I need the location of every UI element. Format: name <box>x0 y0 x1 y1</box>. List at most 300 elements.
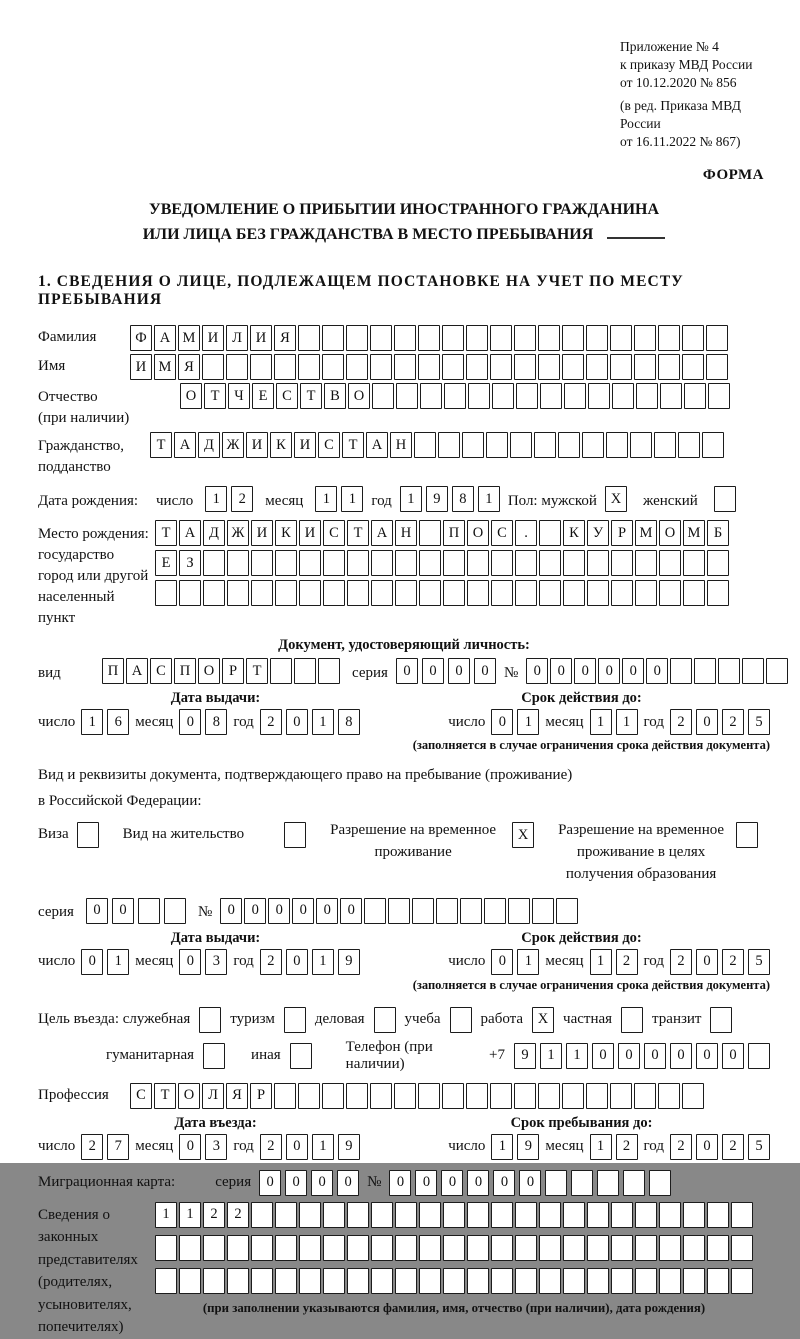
char-cell[interactable] <box>562 1083 584 1109</box>
char-cell[interactable] <box>202 354 224 380</box>
char-cell[interactable]: 1 <box>590 949 612 975</box>
char-cell[interactable]: А <box>174 432 196 458</box>
char-cell[interactable]: 0 <box>696 949 718 975</box>
char-cell[interactable] <box>706 325 728 351</box>
char-cell[interactable] <box>707 1202 729 1228</box>
char-cell[interactable]: 1 <box>517 709 539 735</box>
char-cell[interactable] <box>515 1268 537 1294</box>
char-cell[interactable] <box>654 432 676 458</box>
char-cell[interactable]: О <box>198 658 220 684</box>
char-cell[interactable] <box>515 550 537 576</box>
char-cell[interactable] <box>347 1235 369 1261</box>
char-cell[interactable] <box>203 580 225 606</box>
char-cell[interactable] <box>597 1170 619 1196</box>
char-cell[interactable]: 0 <box>286 709 308 735</box>
char-cell[interactable] <box>707 1268 729 1294</box>
char-cell[interactable] <box>490 1083 512 1109</box>
char-cell[interactable]: 2 <box>227 1202 249 1228</box>
char-cell[interactable] <box>298 325 320 351</box>
char-cell[interactable] <box>611 550 633 576</box>
char-cell[interactable] <box>538 325 560 351</box>
char-cell[interactable] <box>587 1235 609 1261</box>
char-cell[interactable]: Л <box>226 325 248 351</box>
char-cell[interactable]: К <box>563 520 585 546</box>
char-cell[interactable] <box>539 520 561 546</box>
char-cell[interactable] <box>347 1268 369 1294</box>
char-cell[interactable] <box>395 580 417 606</box>
char-cell[interactable] <box>660 383 682 409</box>
char-cell[interactable] <box>251 550 273 576</box>
char-cell[interactable] <box>563 1235 585 1261</box>
char-cell[interactable]: 5 <box>748 1134 770 1160</box>
char-cell[interactable]: А <box>154 325 176 351</box>
char-cell[interactable] <box>284 822 306 848</box>
char-cell[interactable]: М <box>178 325 200 351</box>
char-cell[interactable] <box>636 383 658 409</box>
char-cell[interactable] <box>582 432 604 458</box>
char-cell[interactable]: 0 <box>422 658 444 684</box>
char-cell[interactable] <box>587 550 609 576</box>
char-cell[interactable] <box>731 1235 753 1261</box>
char-cell[interactable]: 9 <box>426 486 448 512</box>
char-cell[interactable] <box>563 550 585 576</box>
char-cell[interactable] <box>694 658 716 684</box>
char-cell[interactable] <box>510 432 532 458</box>
char-cell[interactable]: Я <box>226 1083 248 1109</box>
char-cell[interactable] <box>683 1268 705 1294</box>
char-cell[interactable] <box>683 550 705 576</box>
char-cell[interactable] <box>274 354 296 380</box>
char-cell[interactable]: Е <box>155 550 177 576</box>
char-cell[interactable] <box>436 898 458 924</box>
char-cell[interactable] <box>610 1083 632 1109</box>
char-cell[interactable] <box>635 550 657 576</box>
char-cell[interactable]: Р <box>611 520 633 546</box>
char-cell[interactable]: 0 <box>722 1043 744 1069</box>
char-cell[interactable]: О <box>467 520 489 546</box>
char-cell[interactable] <box>203 1235 225 1261</box>
char-cell[interactable]: Т <box>150 432 172 458</box>
char-cell[interactable] <box>766 658 788 684</box>
char-cell[interactable]: 9 <box>514 1043 536 1069</box>
char-cell[interactable]: . <box>515 520 537 546</box>
char-cell[interactable]: 3 <box>205 1134 227 1160</box>
char-cell[interactable] <box>515 580 537 606</box>
char-cell[interactable]: 0 <box>696 709 718 735</box>
char-cell[interactable] <box>203 1043 225 1069</box>
char-cell[interactable] <box>466 1083 488 1109</box>
char-cell[interactable] <box>539 1268 561 1294</box>
char-cell[interactable]: 0 <box>179 709 201 735</box>
char-cell[interactable] <box>203 550 225 576</box>
char-cell[interactable] <box>155 1235 177 1261</box>
char-cell[interactable]: И <box>246 432 268 458</box>
char-cell[interactable] <box>515 1202 537 1228</box>
char-cell[interactable]: 0 <box>448 658 470 684</box>
char-cell[interactable] <box>562 354 584 380</box>
char-cell[interactable]: 2 <box>722 709 744 735</box>
char-cell[interactable] <box>486 432 508 458</box>
char-cell[interactable] <box>374 1007 396 1033</box>
char-cell[interactable]: М <box>683 520 705 546</box>
char-cell[interactable] <box>460 898 482 924</box>
char-cell[interactable] <box>612 383 634 409</box>
char-cell[interactable] <box>275 1202 297 1228</box>
char-cell[interactable] <box>419 1202 441 1228</box>
char-cell[interactable]: Т <box>300 383 322 409</box>
char-cell[interactable] <box>635 1202 657 1228</box>
char-cell[interactable] <box>491 1268 513 1294</box>
char-cell[interactable] <box>516 383 538 409</box>
char-cell[interactable]: Т <box>342 432 364 458</box>
char-cell[interactable] <box>418 354 440 380</box>
char-cell[interactable] <box>610 325 632 351</box>
char-cell[interactable] <box>466 325 488 351</box>
char-cell[interactable] <box>444 383 466 409</box>
char-cell[interactable]: X <box>605 486 627 512</box>
char-cell[interactable] <box>586 325 608 351</box>
char-cell[interactable]: 0 <box>598 658 620 684</box>
char-cell[interactable]: 1 <box>566 1043 588 1069</box>
char-cell[interactable]: С <box>276 383 298 409</box>
char-cell[interactable] <box>294 658 316 684</box>
char-cell[interactable] <box>515 1235 537 1261</box>
char-cell[interactable]: 0 <box>311 1170 333 1196</box>
char-cell[interactable] <box>587 580 609 606</box>
char-cell[interactable]: В <box>324 383 346 409</box>
char-cell[interactable]: 0 <box>670 1043 692 1069</box>
char-cell[interactable]: М <box>635 520 657 546</box>
char-cell[interactable]: 2 <box>260 1134 282 1160</box>
char-cell[interactable]: 0 <box>286 1134 308 1160</box>
char-cell[interactable]: 0 <box>646 658 668 684</box>
char-cell[interactable] <box>203 1268 225 1294</box>
char-cell[interactable]: Р <box>250 1083 272 1109</box>
char-cell[interactable] <box>298 1083 320 1109</box>
char-cell[interactable] <box>227 1235 249 1261</box>
char-cell[interactable]: И <box>299 520 321 546</box>
char-cell[interactable]: 5 <box>748 949 770 975</box>
char-cell[interactable] <box>563 580 585 606</box>
char-cell[interactable]: 3 <box>205 949 227 975</box>
char-cell[interactable] <box>274 1083 296 1109</box>
char-cell[interactable]: О <box>178 1083 200 1109</box>
char-cell[interactable] <box>275 580 297 606</box>
char-cell[interactable]: 0 <box>340 898 362 924</box>
char-cell[interactable]: 8 <box>452 486 474 512</box>
char-cell[interactable]: 1 <box>400 486 422 512</box>
char-cell[interactable] <box>702 432 724 458</box>
char-cell[interactable]: Б <box>707 520 729 546</box>
char-cell[interactable] <box>371 1268 393 1294</box>
char-cell[interactable] <box>736 822 758 848</box>
char-cell[interactable]: 0 <box>474 658 496 684</box>
char-cell[interactable]: 1 <box>590 1134 612 1160</box>
char-cell[interactable] <box>558 432 580 458</box>
char-cell[interactable]: 1 <box>517 949 539 975</box>
char-cell[interactable] <box>347 550 369 576</box>
char-cell[interactable]: 0 <box>259 1170 281 1196</box>
char-cell[interactable] <box>659 550 681 576</box>
char-cell[interactable]: Ф <box>130 325 152 351</box>
char-cell[interactable]: С <box>150 658 172 684</box>
char-cell[interactable] <box>468 383 490 409</box>
char-cell[interactable] <box>684 383 706 409</box>
char-cell[interactable] <box>179 1268 201 1294</box>
char-cell[interactable] <box>251 1268 273 1294</box>
char-cell[interactable]: О <box>659 520 681 546</box>
char-cell[interactable]: А <box>126 658 148 684</box>
char-cell[interactable]: 1 <box>205 486 227 512</box>
char-cell[interactable]: Т <box>347 520 369 546</box>
char-cell[interactable] <box>251 1202 273 1228</box>
char-cell[interactable] <box>275 550 297 576</box>
char-cell[interactable] <box>227 1268 249 1294</box>
char-cell[interactable] <box>298 354 320 380</box>
char-cell[interactable]: 2 <box>616 949 638 975</box>
char-cell[interactable] <box>155 580 177 606</box>
char-cell[interactable]: X <box>532 1007 554 1033</box>
char-cell[interactable] <box>371 550 393 576</box>
char-cell[interactable] <box>323 550 345 576</box>
char-cell[interactable]: 2 <box>203 1202 225 1228</box>
char-cell[interactable] <box>659 1268 681 1294</box>
char-cell[interactable] <box>670 658 692 684</box>
char-cell[interactable] <box>682 1083 704 1109</box>
char-cell[interactable]: 1 <box>312 709 334 735</box>
char-cell[interactable]: А <box>371 520 393 546</box>
char-cell[interactable]: 0 <box>112 898 134 924</box>
char-cell[interactable]: 0 <box>491 949 513 975</box>
char-cell[interactable] <box>490 354 512 380</box>
char-cell[interactable]: 1 <box>179 1202 201 1228</box>
char-cell[interactable] <box>586 354 608 380</box>
char-cell[interactable] <box>138 898 160 924</box>
char-cell[interactable] <box>539 1202 561 1228</box>
char-cell[interactable]: 5 <box>748 709 770 735</box>
char-cell[interactable] <box>611 1202 633 1228</box>
char-cell[interactable] <box>395 1268 417 1294</box>
char-cell[interactable] <box>370 1083 392 1109</box>
char-cell[interactable] <box>538 1083 560 1109</box>
char-cell[interactable] <box>683 1202 705 1228</box>
char-cell[interactable]: Я <box>274 325 296 351</box>
char-cell[interactable]: 0 <box>86 898 108 924</box>
char-cell[interactable] <box>227 550 249 576</box>
char-cell[interactable] <box>290 1043 312 1069</box>
char-cell[interactable]: 2 <box>722 1134 744 1160</box>
char-cell[interactable] <box>347 580 369 606</box>
char-cell[interactable]: 0 <box>81 949 103 975</box>
char-cell[interactable]: А <box>179 520 201 546</box>
char-cell[interactable]: 0 <box>441 1170 463 1196</box>
char-cell[interactable] <box>683 580 705 606</box>
char-cell[interactable]: П <box>102 658 124 684</box>
char-cell[interactable]: Ж <box>227 520 249 546</box>
char-cell[interactable] <box>490 325 512 351</box>
char-cell[interactable]: 0 <box>179 949 201 975</box>
char-cell[interactable] <box>611 1268 633 1294</box>
char-cell[interactable] <box>318 658 340 684</box>
char-cell[interactable]: 0 <box>622 658 644 684</box>
char-cell[interactable] <box>491 550 513 576</box>
char-cell[interactable] <box>462 432 484 458</box>
char-cell[interactable] <box>388 898 410 924</box>
char-cell[interactable]: 1 <box>312 1134 334 1160</box>
char-cell[interactable]: 0 <box>220 898 242 924</box>
char-cell[interactable] <box>442 325 464 351</box>
char-cell[interactable] <box>731 1268 753 1294</box>
char-cell[interactable] <box>372 383 394 409</box>
char-cell[interactable] <box>370 354 392 380</box>
char-cell[interactable]: 0 <box>285 1170 307 1196</box>
char-cell[interactable]: Я <box>178 354 200 380</box>
char-cell[interactable]: И <box>130 354 152 380</box>
char-cell[interactable] <box>718 658 740 684</box>
char-cell[interactable]: П <box>443 520 465 546</box>
char-cell[interactable]: Т <box>204 383 226 409</box>
char-cell[interactable]: И <box>251 520 273 546</box>
char-cell[interactable] <box>538 354 560 380</box>
char-cell[interactable] <box>438 432 460 458</box>
char-cell[interactable]: 1 <box>590 709 612 735</box>
char-cell[interactable]: 2 <box>260 709 282 735</box>
char-cell[interactable]: 0 <box>337 1170 359 1196</box>
char-cell[interactable] <box>540 383 562 409</box>
char-cell[interactable] <box>443 1235 465 1261</box>
char-cell[interactable] <box>395 550 417 576</box>
char-cell[interactable]: 0 <box>644 1043 666 1069</box>
char-cell[interactable]: С <box>323 520 345 546</box>
char-cell[interactable] <box>708 383 730 409</box>
char-cell[interactable]: Ж <box>222 432 244 458</box>
char-cell[interactable]: 1 <box>478 486 500 512</box>
char-cell[interactable]: Д <box>203 520 225 546</box>
char-cell[interactable] <box>532 898 554 924</box>
char-cell[interactable] <box>742 658 764 684</box>
char-cell[interactable] <box>748 1043 770 1069</box>
char-cell[interactable] <box>658 1083 680 1109</box>
char-cell[interactable] <box>587 1202 609 1228</box>
char-cell[interactable]: Н <box>390 432 412 458</box>
char-cell[interactable] <box>611 580 633 606</box>
char-cell[interactable] <box>227 580 249 606</box>
char-cell[interactable] <box>395 1235 417 1261</box>
char-cell[interactable] <box>371 580 393 606</box>
char-cell[interactable] <box>508 898 530 924</box>
char-cell[interactable] <box>630 432 652 458</box>
char-cell[interactable] <box>419 1268 441 1294</box>
char-cell[interactable]: 6 <box>107 709 129 735</box>
char-cell[interactable] <box>179 580 201 606</box>
char-cell[interactable] <box>418 1083 440 1109</box>
char-cell[interactable] <box>659 1235 681 1261</box>
char-cell[interactable]: 0 <box>292 898 314 924</box>
char-cell[interactable] <box>564 383 586 409</box>
char-cell[interactable] <box>491 580 513 606</box>
char-cell[interactable]: 0 <box>244 898 266 924</box>
char-cell[interactable]: 8 <box>205 709 227 735</box>
char-cell[interactable] <box>370 325 392 351</box>
char-cell[interactable]: 1 <box>491 1134 513 1160</box>
char-cell[interactable] <box>419 550 441 576</box>
char-cell[interactable]: Т <box>246 658 268 684</box>
char-cell[interactable]: З <box>179 550 201 576</box>
char-cell[interactable]: 2 <box>670 949 692 975</box>
char-cell[interactable]: 0 <box>618 1043 640 1069</box>
char-cell[interactable] <box>346 325 368 351</box>
char-cell[interactable]: П <box>174 658 196 684</box>
char-cell[interactable]: Л <box>202 1083 224 1109</box>
char-cell[interactable]: С <box>318 432 340 458</box>
char-cell[interactable]: 2 <box>616 1134 638 1160</box>
char-cell[interactable]: С <box>491 520 513 546</box>
char-cell[interactable] <box>346 354 368 380</box>
char-cell[interactable]: 2 <box>260 949 282 975</box>
char-cell[interactable] <box>635 1235 657 1261</box>
char-cell[interactable]: Н <box>395 520 417 546</box>
char-cell[interactable]: 0 <box>493 1170 515 1196</box>
char-cell[interactable] <box>299 1235 321 1261</box>
char-cell[interactable]: 0 <box>574 658 596 684</box>
char-cell[interactable] <box>322 325 344 351</box>
char-cell[interactable] <box>443 1268 465 1294</box>
char-cell[interactable] <box>395 1202 417 1228</box>
char-cell[interactable]: С <box>130 1083 152 1109</box>
char-cell[interactable] <box>706 354 728 380</box>
char-cell[interactable] <box>571 1170 593 1196</box>
char-cell[interactable] <box>394 354 416 380</box>
char-cell[interactable]: 1 <box>81 709 103 735</box>
char-cell[interactable] <box>467 580 489 606</box>
char-cell[interactable] <box>707 550 729 576</box>
char-cell[interactable] <box>275 1268 297 1294</box>
char-cell[interactable] <box>534 432 556 458</box>
char-cell[interactable]: 0 <box>592 1043 614 1069</box>
char-cell[interactable] <box>412 898 434 924</box>
char-cell[interactable] <box>563 1268 585 1294</box>
char-cell[interactable] <box>299 580 321 606</box>
char-cell[interactable] <box>418 325 440 351</box>
char-cell[interactable]: 0 <box>316 898 338 924</box>
char-cell[interactable] <box>707 1235 729 1261</box>
char-cell[interactable] <box>623 1170 645 1196</box>
char-cell[interactable] <box>251 580 273 606</box>
char-cell[interactable] <box>707 580 729 606</box>
char-cell[interactable] <box>250 354 272 380</box>
char-cell[interactable]: 8 <box>338 709 360 735</box>
char-cell[interactable] <box>610 354 632 380</box>
char-cell[interactable]: 1 <box>540 1043 562 1069</box>
char-cell[interactable] <box>346 1083 368 1109</box>
char-cell[interactable] <box>659 580 681 606</box>
char-cell[interactable]: 2 <box>670 709 692 735</box>
char-cell[interactable] <box>394 325 416 351</box>
char-cell[interactable]: 2 <box>81 1134 103 1160</box>
char-cell[interactable] <box>371 1235 393 1261</box>
char-cell[interactable]: 0 <box>179 1134 201 1160</box>
char-cell[interactable]: 1 <box>107 949 129 975</box>
char-cell[interactable] <box>275 1235 297 1261</box>
char-cell[interactable] <box>347 1202 369 1228</box>
char-cell[interactable] <box>682 325 704 351</box>
char-cell[interactable] <box>634 354 656 380</box>
char-cell[interactable]: М <box>154 354 176 380</box>
char-cell[interactable]: 0 <box>696 1134 718 1160</box>
char-cell[interactable] <box>466 354 488 380</box>
char-cell[interactable]: 1 <box>315 486 337 512</box>
char-cell[interactable]: 0 <box>696 1043 718 1069</box>
